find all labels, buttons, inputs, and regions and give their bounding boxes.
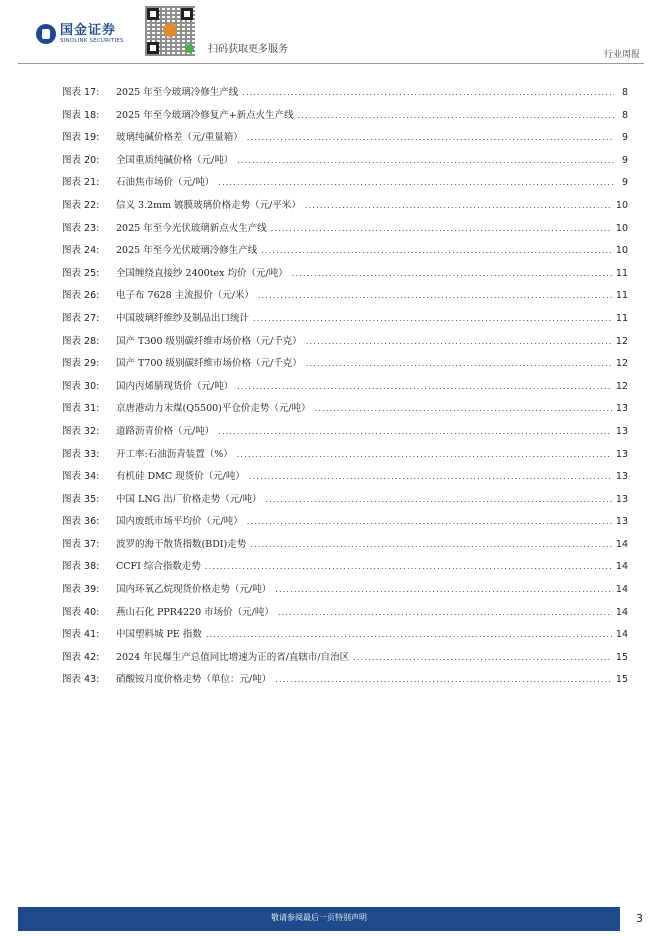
toc-entry-label: 图表 28: [62, 335, 100, 347]
header-divider [18, 63, 644, 64]
toc-entry-title: 中国塑料城 PE 指数 [116, 629, 202, 641]
toc-leader-dots [218, 427, 612, 436]
toc-leader-dots [305, 201, 612, 210]
toc-leader-dots [247, 133, 614, 142]
toc-entry-label: 图表 18: [62, 109, 100, 121]
toc-leader-dots [205, 562, 612, 571]
qr-center-logo-icon [163, 23, 177, 37]
toc-entry-page: 11 [615, 312, 628, 324]
toc-entry[interactable] [62, 536, 628, 559]
toc-entry[interactable] [62, 649, 628, 672]
toc-leader-dots [218, 178, 614, 187]
toc-entry[interactable] [62, 242, 628, 265]
toc-entry[interactable] [62, 491, 628, 514]
toc-entry-label: 图表 41: [62, 629, 100, 641]
toc-entry-page: 14 [615, 606, 628, 618]
toc-entry-page: 14 [615, 538, 628, 550]
toc-entry-page: 11 [615, 267, 628, 279]
page-number: 3 [636, 912, 643, 925]
toc-entry[interactable] [62, 671, 628, 694]
toc-entry-title: 电子布 7628 主流报价（元/米） [116, 290, 254, 302]
toc-entry[interactable] [62, 84, 628, 107]
qr-finder-bottom-left [147, 42, 159, 54]
toc-entry-title: 中国 LNG 出厂价格走势（元/吨） [116, 493, 262, 505]
toc-entry-page: 12 [615, 335, 628, 347]
scan-prompt: 扫码获取更多服务 [208, 44, 288, 55]
toc-leader-dots [275, 675, 612, 684]
toc-entry-page: 9 [621, 154, 628, 166]
toc-entry[interactable] [62, 310, 628, 333]
wechat-badge-icon [185, 44, 194, 53]
toc-entry-label: 图表 34: [62, 471, 100, 483]
toc-entry-label: 图表 23: [62, 222, 100, 234]
toc-entry-label: 图表 31: [62, 403, 100, 415]
toc-entry-title: 硝酸铵月度价格走势（单位：元/吨） [116, 674, 272, 686]
toc-entry[interactable] [62, 423, 628, 446]
toc-entry-label: 图表 35: [62, 493, 100, 505]
toc-leader-dots [353, 653, 612, 662]
toc-entry-label: 图表 17: [62, 87, 100, 98]
toc-entry[interactable] [62, 355, 628, 378]
toc-entry-page: 14 [615, 561, 628, 573]
toc-entry-label: 图表 40: [62, 606, 100, 618]
toc-entry-title: 国内丙烯腈现货价（元/吨） [116, 380, 234, 392]
footer-disclaimer: 敬请参阅最后一页特别声明 [271, 913, 367, 922]
toc-entry[interactable] [62, 333, 628, 356]
toc-entry-page: 11 [615, 290, 628, 302]
page-header [0, 0, 662, 62]
toc-leader-dots [249, 472, 612, 481]
report-type-label: 行业周报 [603, 50, 640, 60]
toc-leader-dots [271, 224, 612, 233]
toc-entry-title: 2024 年民爆生产总值同比增速为正的省/直辖市/自治区 [116, 651, 350, 663]
toc-entry-page: 9 [621, 177, 628, 189]
toc-entry-title: 国产 T700 级别碳纤维市场价格（元/千克） [116, 358, 302, 370]
toc-entry-label: 图表 33: [62, 448, 100, 460]
toc-entry-page: 8 [621, 87, 628, 98]
toc-entry-title: 中国玻璃纤维纱及制品出口统计 [116, 312, 250, 324]
toc-leader-dots [306, 337, 612, 346]
toc-entry[interactable] [62, 604, 628, 627]
toc-leader-dots [298, 111, 614, 120]
toc-entry-page: 13 [615, 516, 628, 528]
toc-entry-title: 2025 年至今玻璃冷修生产线 [116, 87, 239, 98]
toc-entry-page: 10 [615, 199, 628, 211]
toc-entry-label: 图表 25: [62, 267, 100, 279]
qr-finder-top-left [147, 8, 159, 20]
toc-leader-dots [306, 359, 612, 368]
toc-leader-dots [253, 314, 612, 323]
toc-entry-page: 13 [615, 448, 628, 460]
toc-leader-dots [242, 88, 614, 97]
toc-leader-dots [261, 246, 612, 255]
toc-entry[interactable] [62, 558, 628, 581]
toc-entry[interactable] [62, 400, 628, 423]
toc-entry-title: 全国重质纯碱价格（元/吨） [116, 154, 234, 166]
toc-entry[interactable] [62, 378, 628, 401]
toc-leader-dots [292, 269, 612, 278]
toc-leader-dots [258, 291, 612, 300]
toc-entry-label: 图表 24: [62, 245, 100, 257]
toc-entry-title: 有机硅 DMC 现货价（元/吨） [116, 471, 245, 483]
toc-entry-title: 道路沥青价格（元/吨） [116, 425, 215, 437]
toc-entry-label: 图表 38: [62, 561, 100, 573]
toc-entry[interactable] [62, 513, 628, 536]
toc-entry-title: 国产 T300 级别碳纤维市场价格（元/千克） [116, 335, 302, 347]
toc-entry[interactable] [62, 581, 628, 604]
sinolink-logo [36, 24, 124, 45]
toc-leader-dots [237, 382, 612, 391]
toc-entry[interactable] [62, 174, 628, 197]
toc-entry[interactable] [62, 220, 628, 243]
toc-entry[interactable] [62, 265, 628, 288]
toc-entry-page: 15 [615, 651, 628, 663]
toc-entry-title: 信义 3.2mm 镀膜玻璃价格走势（元/平米） [116, 199, 301, 211]
toc-entry[interactable] [62, 129, 628, 152]
toc-leader-dots [265, 495, 611, 504]
toc-entry-page: 13 [615, 425, 628, 437]
toc-entry-title: 石油焦市场价（元/吨） [116, 177, 215, 189]
toc-entry-label: 图表 19: [62, 132, 100, 144]
toc-entry-title: 开工率:石油沥青装置（%） [116, 448, 233, 460]
toc-entry-label: 图表 21: [62, 177, 100, 189]
toc-entry-page: 14 [615, 584, 628, 596]
toc-entry-label: 图表 26: [62, 290, 100, 302]
toc-entry[interactable] [62, 152, 628, 175]
logo-name-cn: 国金证券 [60, 23, 117, 38]
figure-index-list [62, 84, 628, 694]
toc-entry-label: 图表 30: [62, 380, 100, 392]
toc-entry[interactable] [62, 287, 628, 310]
toc-leader-dots [275, 585, 612, 594]
toc-entry-title: 2025 年至今光伏玻璃新点火生产线 [116, 222, 267, 234]
toc-leader-dots [247, 517, 612, 526]
toc-entry-page: 14 [615, 629, 628, 641]
toc-entry-label: 图表 22: [62, 199, 100, 211]
toc-entry-title: CCFI 综合指数走势 [116, 561, 201, 573]
toc-entry-page: 13 [615, 403, 628, 415]
toc-entry-label: 图表 39: [62, 584, 100, 596]
toc-entry-title: 2025 年至今光伏玻璃冷修生产线 [116, 245, 258, 257]
toc-entry-title: 波罗的海干散货指数(BDI)走势 [116, 538, 247, 550]
toc-leader-dots [237, 156, 614, 165]
toc-entry-page: 9 [621, 132, 628, 144]
toc-entry-label: 图表 32: [62, 425, 100, 437]
toc-leader-dots [278, 608, 612, 617]
toc-entry-label: 图表 27: [62, 312, 100, 324]
toc-entry-page: 8 [621, 109, 628, 121]
toc-entry-label: 图表 36: [62, 516, 100, 528]
toc-leader-dots [315, 404, 612, 413]
toc-entry-title: 京唐港动力末煤(Q5500)平仓价走势（元/吨） [116, 403, 311, 415]
toc-entry-label: 图表 37: [62, 538, 100, 550]
toc-entry-title: 2025 年至今玻璃冷修复产+新点火生产线 [116, 109, 294, 121]
toc-entry-title: 国内环氧乙烷现货价格走势（元/吨） [116, 584, 272, 596]
toc-entry-label: 图表 29: [62, 358, 100, 370]
toc-entry[interactable] [62, 197, 628, 220]
toc-entry-page: 13 [615, 493, 628, 505]
toc-leader-dots [206, 630, 612, 639]
toc-entry-page: 15 [615, 674, 628, 686]
logo-emblem-icon [36, 24, 56, 44]
toc-entry-label: 图表 20: [62, 154, 100, 166]
toc-entry-page: 10 [615, 222, 628, 234]
toc-entry-page: 13 [615, 471, 628, 483]
toc-entry-page: 10 [615, 245, 628, 257]
toc-entry-page: 12 [615, 380, 628, 392]
toc-entry-label: 图表 42: [62, 651, 100, 663]
toc-entry-label: 图表 43: [62, 674, 100, 686]
toc-entry-title: 玻璃纯碱价格差（元/重量箱） [116, 132, 243, 144]
toc-entry-page: 12 [615, 358, 628, 370]
toc-entry-title: 全国缠绕直接纱 2400tex 均价（元/吨） [116, 267, 288, 279]
toc-entry-title: 燕山石化 PPR4220 市场价（元/吨） [116, 606, 274, 618]
toc-leader-dots [237, 450, 612, 459]
toc-entry[interactable] [62, 107, 628, 130]
toc-entry[interactable] [62, 626, 628, 649]
toc-leader-dots [250, 540, 612, 549]
qr-finder-top-right [181, 8, 193, 20]
toc-entry-title: 国内废纸市场平均价（元/吨） [116, 516, 243, 528]
toc-entry[interactable] [62, 468, 628, 491]
toc-entry[interactable] [62, 446, 628, 469]
logo-name-en: SINOLINK SECURITIES [60, 38, 124, 44]
